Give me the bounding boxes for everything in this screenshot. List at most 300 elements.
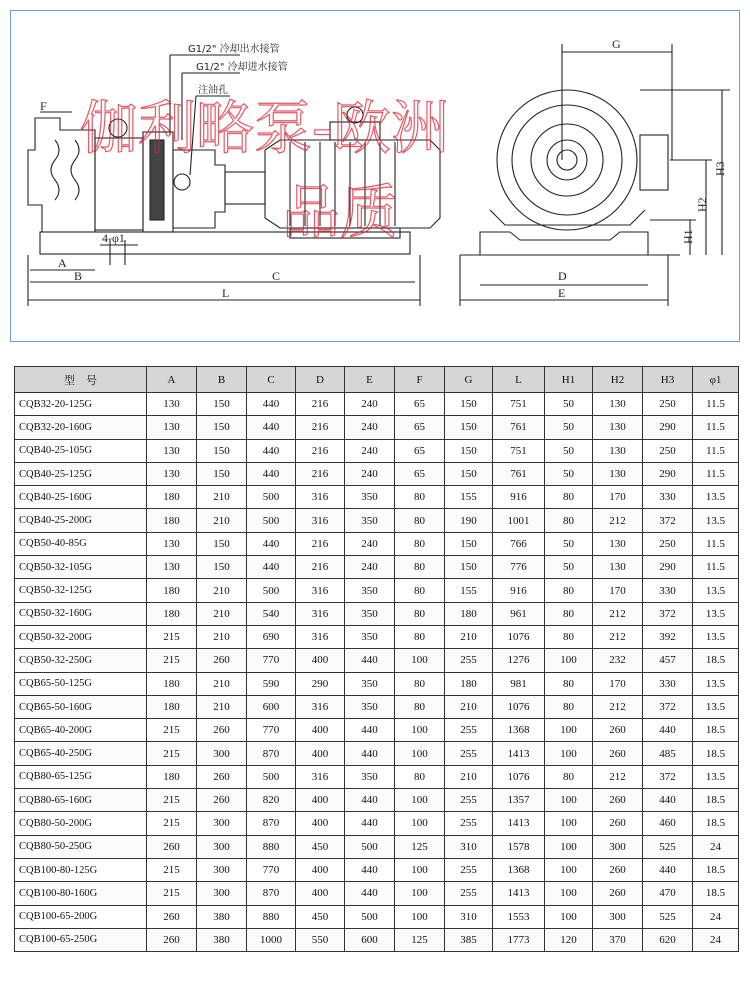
value-cell: 212 <box>593 509 643 532</box>
value-cell: 130 <box>593 439 643 462</box>
value-cell: 170 <box>593 672 643 695</box>
value-cell: 11.5 <box>693 462 739 485</box>
value-cell: 770 <box>247 858 296 881</box>
value-cell: 290 <box>296 672 345 695</box>
value-cell: 18.5 <box>693 789 739 812</box>
value-cell: 450 <box>296 905 345 928</box>
header-φ1: φ1 <box>693 367 739 393</box>
value-cell: 372 <box>643 695 693 718</box>
value-cell: 18.5 <box>693 649 739 672</box>
value-cell: 240 <box>345 532 395 555</box>
value-cell: 180 <box>445 672 493 695</box>
table-row <box>15 439 739 462</box>
model-cell: CQB32-20-160G <box>15 416 147 439</box>
table-body <box>15 393 739 952</box>
value-cell: 80 <box>545 486 593 509</box>
header-h1: H1 <box>545 367 593 393</box>
value-cell: 1413 <box>493 812 545 835</box>
header-f: F <box>395 367 445 393</box>
value-cell: 1001 <box>493 509 545 532</box>
model-cell: CQB50-32-250G <box>15 649 147 672</box>
value-cell: 255 <box>445 858 493 881</box>
value-cell: 440 <box>345 719 395 742</box>
value-cell: 50 <box>545 532 593 555</box>
dim-label-c: C <box>272 269 281 283</box>
value-cell: 1000 <box>247 928 296 951</box>
value-cell: 440 <box>345 882 395 905</box>
value-cell: 80 <box>395 765 445 788</box>
value-cell: 240 <box>345 462 395 485</box>
value-cell: 24 <box>693 835 739 858</box>
value-cell: 250 <box>643 532 693 555</box>
value-cell: 125 <box>395 928 445 951</box>
value-cell: 350 <box>345 579 395 602</box>
table-row <box>15 905 739 928</box>
dim-label-a: A <box>58 256 67 270</box>
value-cell: 255 <box>445 719 493 742</box>
value-cell: 776 <box>493 556 545 579</box>
value-cell: 150 <box>197 439 247 462</box>
value-cell: 260 <box>593 882 643 905</box>
value-cell: 370 <box>593 928 643 951</box>
value-cell: 80 <box>545 695 593 718</box>
value-cell: 880 <box>247 905 296 928</box>
value-cell: 400 <box>296 858 345 881</box>
value-cell: 380 <box>197 905 247 928</box>
value-cell: 80 <box>395 532 445 555</box>
value-cell: 170 <box>593 579 643 602</box>
value-cell: 170 <box>593 486 643 509</box>
value-cell: 260 <box>593 789 643 812</box>
value-cell: 80 <box>395 672 445 695</box>
value-cell: 180 <box>147 672 197 695</box>
table-row <box>15 393 739 416</box>
value-cell: 766 <box>493 532 545 555</box>
model-cell: CQB80-50-200G <box>15 812 147 835</box>
value-cell: 210 <box>197 672 247 695</box>
value-cell: 300 <box>197 812 247 835</box>
value-cell: 240 <box>345 393 395 416</box>
value-cell: 440 <box>345 742 395 765</box>
value-cell: 450 <box>296 835 345 858</box>
model-cell: CQB32-20-125G <box>15 393 147 416</box>
value-cell: 65 <box>395 462 445 485</box>
value-cell: 300 <box>197 835 247 858</box>
value-cell: 260 <box>147 905 197 928</box>
value-cell: 1076 <box>493 765 545 788</box>
table-row <box>15 882 739 905</box>
value-cell: 24 <box>693 905 739 928</box>
value-cell: 13.5 <box>693 695 739 718</box>
value-cell: 880 <box>247 835 296 858</box>
model-cell: CQB100-80-160G <box>15 882 147 905</box>
value-cell: 751 <box>493 439 545 462</box>
dim-label-h3: H3 <box>713 161 727 176</box>
value-cell: 350 <box>345 486 395 509</box>
value-cell: 440 <box>247 462 296 485</box>
value-cell: 130 <box>147 556 197 579</box>
value-cell: 260 <box>147 928 197 951</box>
value-cell: 155 <box>445 579 493 602</box>
table-row <box>15 486 739 509</box>
value-cell: 440 <box>345 649 395 672</box>
model-cell: CQB65-40-250G <box>15 742 147 765</box>
value-cell: 130 <box>147 532 197 555</box>
value-cell: 216 <box>296 556 345 579</box>
value-cell: 550 <box>296 928 345 951</box>
table-row <box>15 672 739 695</box>
value-cell: 80 <box>545 579 593 602</box>
value-cell: 100 <box>545 742 593 765</box>
value-cell: 150 <box>197 556 247 579</box>
value-cell: 130 <box>147 439 197 462</box>
value-cell: 100 <box>545 719 593 742</box>
value-cell: 300 <box>593 905 643 928</box>
dim-label-g: G <box>612 37 621 51</box>
model-cell: CQB50-40-85G <box>15 532 147 555</box>
table-row <box>15 742 739 765</box>
value-cell: 215 <box>147 858 197 881</box>
value-cell: 316 <box>296 602 345 625</box>
value-cell: 400 <box>296 742 345 765</box>
table-row <box>15 928 739 951</box>
model-cell: CQB100-65-200G <box>15 905 147 928</box>
watermark-line2: 品质 <box>282 178 399 246</box>
value-cell: 440 <box>247 439 296 462</box>
table-row <box>15 858 739 881</box>
model-cell: CQB80-65-160G <box>15 789 147 812</box>
oil-hole <box>174 174 190 190</box>
value-cell: 80 <box>395 486 445 509</box>
value-cell: 80 <box>545 625 593 648</box>
front-terminal-box <box>640 135 668 190</box>
model-cell: CQB65-50-160G <box>15 695 147 718</box>
value-cell: 470 <box>643 882 693 905</box>
table-header-row <box>15 367 739 393</box>
value-cell: 316 <box>296 486 345 509</box>
header-c: C <box>247 367 296 393</box>
value-cell: 260 <box>197 765 247 788</box>
value-cell: 13.5 <box>693 486 739 509</box>
value-cell: 215 <box>147 812 197 835</box>
table-row <box>15 812 739 835</box>
table-row <box>15 556 739 579</box>
value-cell: 125 <box>395 835 445 858</box>
value-cell: 50 <box>545 416 593 439</box>
value-cell: 300 <box>197 882 247 905</box>
value-cell: 260 <box>197 649 247 672</box>
value-cell: 316 <box>296 509 345 532</box>
value-cell: 212 <box>593 765 643 788</box>
value-cell: 1076 <box>493 695 545 718</box>
value-cell: 210 <box>445 625 493 648</box>
model-cell: CQB40-25-125G <box>15 462 147 485</box>
pump-dimension-drawing <box>0 0 750 345</box>
value-cell: 212 <box>593 695 643 718</box>
value-cell: 65 <box>395 416 445 439</box>
value-cell: 440 <box>345 812 395 835</box>
value-cell: 215 <box>147 789 197 812</box>
value-cell: 255 <box>445 882 493 905</box>
dim-label-f: F <box>40 99 47 113</box>
table-row <box>15 625 739 648</box>
value-cell: 232 <box>593 649 643 672</box>
value-cell: 1578 <box>493 835 545 858</box>
value-cell: 80 <box>545 509 593 532</box>
value-cell: 372 <box>643 765 693 788</box>
table-row <box>15 835 739 858</box>
value-cell: 130 <box>147 393 197 416</box>
value-cell: 100 <box>545 812 593 835</box>
volute-curve <box>51 140 59 200</box>
value-cell: 180 <box>445 602 493 625</box>
table-row <box>15 789 739 812</box>
header-h3: H3 <box>643 367 693 393</box>
value-cell: 751 <box>493 393 545 416</box>
value-cell: 961 <box>493 602 545 625</box>
model-cell: CQB80-50-250G <box>15 835 147 858</box>
value-cell: 525 <box>643 835 693 858</box>
value-cell: 150 <box>445 393 493 416</box>
value-cell: 155 <box>445 486 493 509</box>
value-cell: 255 <box>445 742 493 765</box>
value-cell: 80 <box>395 602 445 625</box>
value-cell: 260 <box>147 835 197 858</box>
value-cell: 50 <box>545 556 593 579</box>
value-cell: 18.5 <box>693 812 739 835</box>
value-cell: 212 <box>593 625 643 648</box>
value-cell: 130 <box>593 556 643 579</box>
value-cell: 1357 <box>493 789 545 812</box>
value-cell: 80 <box>395 556 445 579</box>
value-cell: 770 <box>247 719 296 742</box>
value-cell: 690 <box>247 625 296 648</box>
model-cell: CQB40-25-160G <box>15 486 147 509</box>
value-cell: 350 <box>345 509 395 532</box>
value-cell: 500 <box>247 765 296 788</box>
value-cell: 316 <box>296 579 345 602</box>
value-cell: 310 <box>445 905 493 928</box>
value-cell: 180 <box>147 765 197 788</box>
value-cell: 770 <box>247 649 296 672</box>
value-cell: 80 <box>395 509 445 532</box>
cooling-inlet-note: G1/2" 冷却进水接管 <box>196 62 288 73</box>
value-cell: 180 <box>147 509 197 532</box>
value-cell: 216 <box>296 532 345 555</box>
value-cell: 216 <box>296 416 345 439</box>
header-l: L <box>493 367 545 393</box>
value-cell: 350 <box>345 765 395 788</box>
value-cell: 50 <box>545 439 593 462</box>
value-cell: 350 <box>345 602 395 625</box>
value-cell: 330 <box>643 579 693 602</box>
value-cell: 392 <box>643 625 693 648</box>
value-cell: 1553 <box>493 905 545 928</box>
model-cell: CQB40-25-200G <box>15 509 147 532</box>
value-cell: 120 <box>545 928 593 951</box>
value-cell: 130 <box>593 416 643 439</box>
value-cell: 440 <box>643 719 693 742</box>
table-row <box>15 579 739 602</box>
value-cell: 316 <box>296 765 345 788</box>
table-row <box>15 719 739 742</box>
value-cell: 981 <box>493 672 545 695</box>
model-cell: CQB50-32-160G <box>15 602 147 625</box>
table-row <box>15 695 739 718</box>
value-cell: 18.5 <box>693 742 739 765</box>
value-cell: 240 <box>345 416 395 439</box>
value-cell: 372 <box>643 602 693 625</box>
value-cell: 440 <box>247 393 296 416</box>
value-cell: 216 <box>296 439 345 462</box>
value-cell: 440 <box>247 416 296 439</box>
motor-flange <box>497 90 637 230</box>
value-cell: 50 <box>545 462 593 485</box>
dim-label-b: B <box>74 269 83 283</box>
value-cell: 761 <box>493 416 545 439</box>
value-cell: 13.5 <box>693 509 739 532</box>
value-cell: 150 <box>445 556 493 579</box>
value-cell: 300 <box>197 742 247 765</box>
value-cell: 150 <box>197 462 247 485</box>
value-cell: 80 <box>545 602 593 625</box>
value-cell: 290 <box>643 416 693 439</box>
value-cell: 100 <box>395 649 445 672</box>
value-cell: 130 <box>147 462 197 485</box>
front-base <box>480 232 648 255</box>
value-cell: 870 <box>247 742 296 765</box>
drawing-svg <box>0 0 750 345</box>
model-cell: CQB65-50-125G <box>15 672 147 695</box>
value-cell: 260 <box>593 742 643 765</box>
table-row <box>15 649 739 672</box>
watermark-line1: 伽利略泵-欧洲 <box>80 94 449 162</box>
value-cell: 870 <box>247 882 296 905</box>
value-cell: 290 <box>643 556 693 579</box>
value-cell: 400 <box>296 882 345 905</box>
dim-label-e: E <box>558 286 566 300</box>
value-cell: 300 <box>593 835 643 858</box>
value-cell: 500 <box>247 486 296 509</box>
value-cell: 11.5 <box>693 532 739 555</box>
value-cell: 210 <box>197 579 247 602</box>
value-cell: 330 <box>643 672 693 695</box>
value-cell: 13.5 <box>693 602 739 625</box>
dim-label-h1: H1 <box>681 229 695 244</box>
value-cell: 316 <box>296 625 345 648</box>
value-cell: 180 <box>147 602 197 625</box>
value-cell: 1076 <box>493 625 545 648</box>
value-cell: 180 <box>147 695 197 718</box>
value-cell: 540 <box>247 602 296 625</box>
value-cell: 590 <box>247 672 296 695</box>
value-cell: 80 <box>395 579 445 602</box>
value-cell: 80 <box>545 765 593 788</box>
value-cell: 180 <box>147 486 197 509</box>
value-cell: 457 <box>643 649 693 672</box>
value-cell: 13.5 <box>693 765 739 788</box>
value-cell: 215 <box>147 742 197 765</box>
value-cell: 210 <box>197 695 247 718</box>
value-cell: 440 <box>345 858 395 881</box>
table-row <box>15 532 739 555</box>
value-cell: 210 <box>197 486 247 509</box>
value-cell: 1413 <box>493 882 545 905</box>
value-cell: 13.5 <box>693 579 739 602</box>
value-cell: 80 <box>395 625 445 648</box>
value-cell: 13.5 <box>693 672 739 695</box>
table-row <box>15 509 739 532</box>
model-cell: CQB50-32-200G <box>15 625 147 648</box>
value-cell: 400 <box>296 812 345 835</box>
value-cell: 260 <box>593 812 643 835</box>
value-cell: 11.5 <box>693 416 739 439</box>
value-cell: 350 <box>345 695 395 718</box>
value-cell: 65 <box>395 393 445 416</box>
value-cell: 100 <box>545 905 593 928</box>
value-cell: 150 <box>197 393 247 416</box>
value-cell: 130 <box>593 532 643 555</box>
value-cell: 130 <box>147 416 197 439</box>
header-a: A <box>147 367 197 393</box>
value-cell: 1413 <box>493 742 545 765</box>
value-cell: 150 <box>445 532 493 555</box>
value-cell: 240 <box>345 439 395 462</box>
value-cell: 440 <box>345 789 395 812</box>
value-cell: 100 <box>395 905 445 928</box>
value-cell: 525 <box>643 905 693 928</box>
shaft-coupling <box>225 172 265 204</box>
value-cell: 350 <box>345 672 395 695</box>
value-cell: 11.5 <box>693 439 739 462</box>
value-cell: 100 <box>545 649 593 672</box>
value-cell: 500 <box>247 579 296 602</box>
oil-fill-note: 注油孔 <box>198 85 228 96</box>
value-cell: 100 <box>395 812 445 835</box>
value-cell: 1368 <box>493 719 545 742</box>
model-cell: CQB100-65-250G <box>15 928 147 951</box>
value-cell: 310 <box>445 835 493 858</box>
value-cell: 260 <box>593 858 643 881</box>
value-cell: 18.5 <box>693 858 739 881</box>
value-cell: 100 <box>545 835 593 858</box>
value-cell: 350 <box>345 625 395 648</box>
value-cell: 212 <box>593 602 643 625</box>
value-cell: 600 <box>247 695 296 718</box>
value-cell: 260 <box>197 719 247 742</box>
value-cell: 150 <box>445 416 493 439</box>
header-model: 型 号 <box>15 367 147 393</box>
value-cell: 600 <box>345 928 395 951</box>
value-cell: 215 <box>147 719 197 742</box>
value-cell: 100 <box>395 719 445 742</box>
value-cell: 100 <box>395 858 445 881</box>
value-cell: 260 <box>197 789 247 812</box>
value-cell: 215 <box>147 625 197 648</box>
value-cell: 500 <box>247 509 296 532</box>
value-cell: 250 <box>643 393 693 416</box>
header-g: G <box>445 367 493 393</box>
dim-label-hole: 4-φ1 <box>102 231 125 245</box>
dim-label-h2: H2 <box>695 197 709 212</box>
value-cell: 250 <box>643 439 693 462</box>
model-cell: CQB50-32-125G <box>15 579 147 602</box>
value-cell: 24 <box>693 928 739 951</box>
value-cell: 18.5 <box>693 719 739 742</box>
value-cell: 1276 <box>493 649 545 672</box>
value-cell: 215 <box>147 649 197 672</box>
value-cell: 150 <box>445 439 493 462</box>
